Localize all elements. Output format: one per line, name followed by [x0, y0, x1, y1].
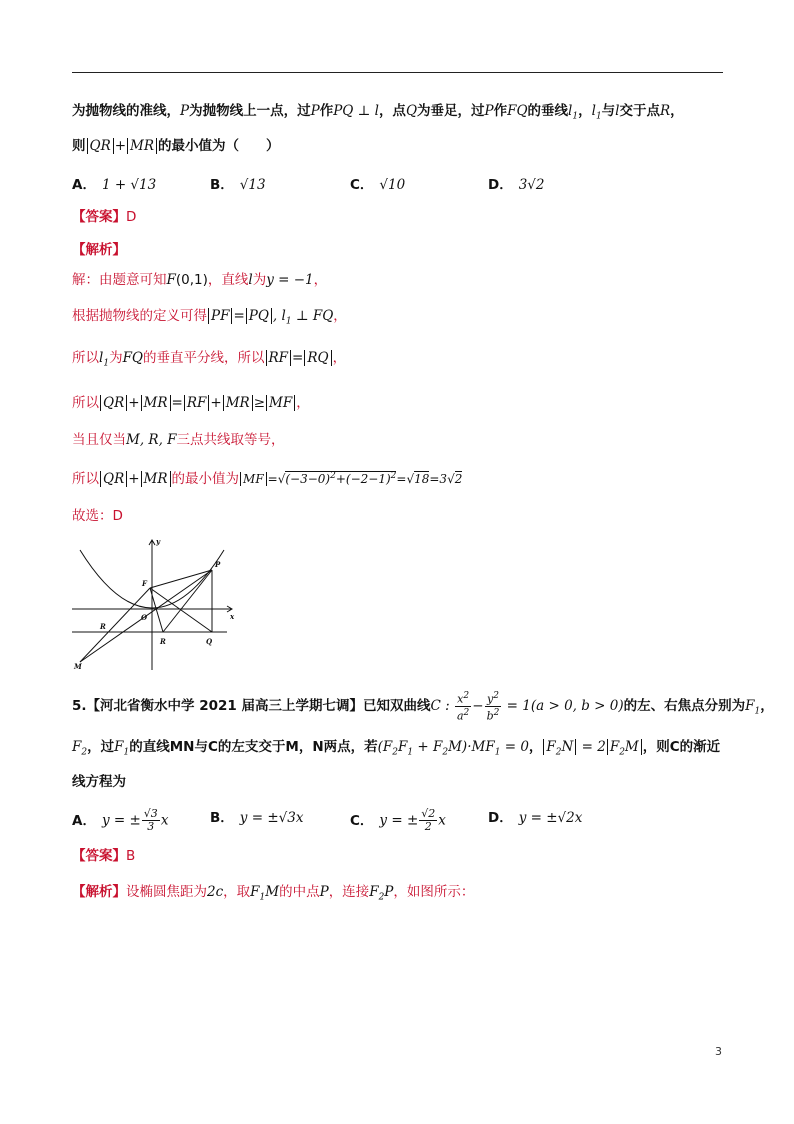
- q4-sol-2: 根据抛物线的定义可得 PF = PQ , $l_1$ ⊥ FQ，: [72, 308, 347, 327]
- segment-PR: [163, 570, 212, 632]
- q5-answer: 【答案】B: [72, 848, 136, 864]
- q5-line-3: 线方程为: [72, 774, 126, 790]
- label-R: R: [160, 637, 166, 646]
- q4-option-b: B． √13: [210, 177, 266, 193]
- q4-analysis-tag: 【解析】: [72, 242, 126, 258]
- label-O: O: [141, 613, 148, 622]
- q4-option-c: C． √10: [350, 177, 406, 193]
- segment-MF: [80, 588, 150, 662]
- label-x: x: [230, 612, 235, 621]
- q5-option-a: A． y = ± $\frac{√3}{3}$ x: [72, 807, 169, 833]
- label-P: P: [215, 560, 221, 569]
- page-number: 3: [715, 1045, 722, 1058]
- header-rule: [72, 72, 723, 73]
- q4-option-d: D． 3√2: [488, 177, 545, 193]
- q5-option-c: C． y = ± $\frac{√2}{2}$ x: [350, 807, 446, 833]
- q4-sol-5: 当且仅当M, R, F三点共线取等号，: [72, 432, 285, 448]
- parabola-figure: [72, 536, 242, 672]
- q4-sol-7: 故选：D: [72, 508, 123, 524]
- q4-sol-6: 所以 QR + MR 的最小值为 MF $=√(-3-0)^2+(-2-1)^2=√18=3√2$: [72, 471, 463, 487]
- label-M: M: [74, 662, 82, 671]
- q5-option-b: B． y = ±√3x: [210, 810, 304, 826]
- label-F: F: [142, 579, 147, 588]
- q4-sol-1: 解：由题意可知F(0,1)，直线l为y = −1，: [72, 272, 328, 288]
- q4-line-2: 则 QR + MR 的最小值为（ ）: [72, 138, 280, 154]
- q5-option-d: D． y = ±√2x: [488, 810, 583, 826]
- q5-line-1: 5.【河北省衡水中学 2021 届高三上学期七调】已知双曲线C : $\frac{x^2}{a^2}$ − $\frac{y^2}{b^2}$ = 1(a > 0, b > 0)的左、右焦点分别为$F_1$，: [72, 691, 774, 723]
- label-Q: Q: [206, 637, 213, 646]
- q4-line-1: 为抛物线的准线，P为抛物线上一点，过P作PQ ⊥ l，点Q为垂足，过P作FQ的垂线$l_1$，$l_1$与l交于点R，: [72, 103, 684, 122]
- q5-line-2: $F_2$，过$F_1$的直线MN与C的左支交于M，N两点，若$(F_2F_1 + F_2M)\cdot MF_1 = 0$， $F_2N = 2$ $F_2M$ ，则C的渐近: [72, 739, 721, 758]
- q4-sol-3: 所以$l_1$为FQ的垂直平分线，所以 RF = RQ ，: [72, 350, 347, 369]
- label-R-left: R: [100, 622, 106, 631]
- q4-option-a: A． 1 + √13: [72, 177, 157, 193]
- q4-sol-4: 所以 QR + MR = RF + MR ≥ MF ，: [72, 395, 310, 411]
- q4-answer: 【答案】D: [72, 209, 137, 225]
- q5-analysis: 【解析】设椭圆焦距为2c，取$F_1M$的中点P，连接$F_2P$，如图所示：: [72, 884, 475, 903]
- label-y: y: [156, 537, 161, 546]
